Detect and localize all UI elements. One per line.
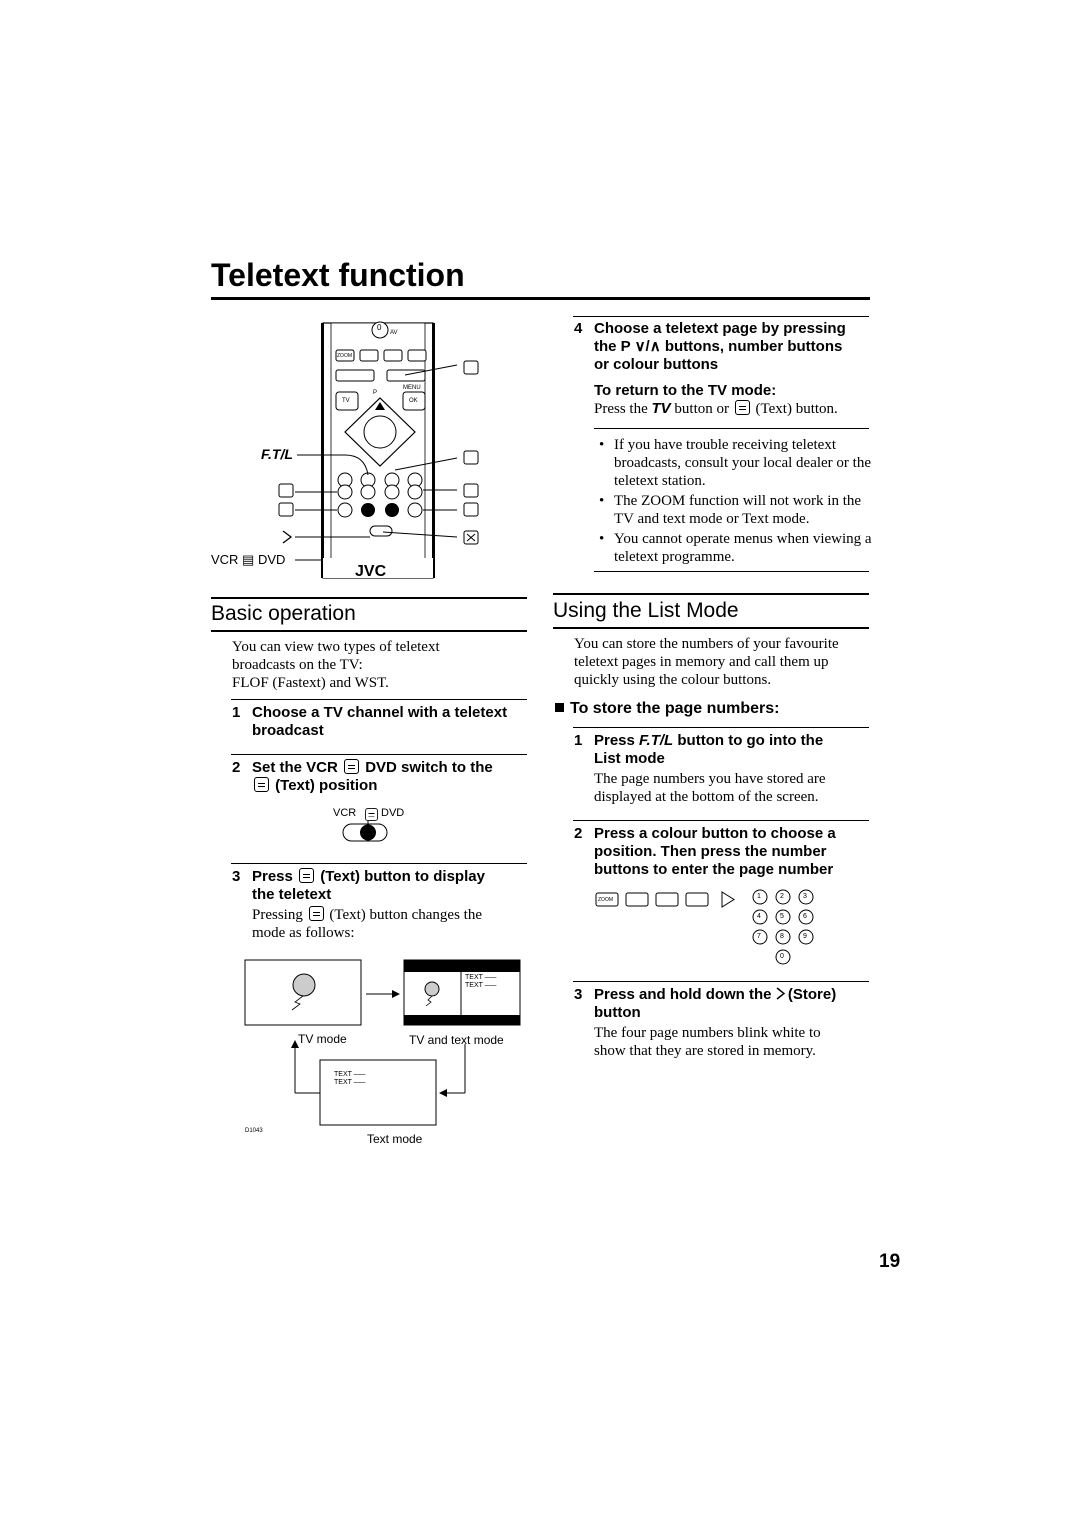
step4-heading: Choose a teletext page by pressing the P ∨/∧ buttons, number buttons or colour buttons — [594, 320, 846, 373]
switch-dvd-label: DVD — [381, 807, 405, 819]
note-item: • If you have trouble receiving teletext broadcasts, consult your local dealer or the teletext station. — [594, 436, 872, 490]
tv-mode-label: TV mode — [298, 1032, 347, 1046]
basic-step2-text: Set the VCR DVD switch to the (Text) position — [252, 759, 493, 794]
notes-top-rule — [594, 428, 869, 429]
remote-tv-label: TV — [342, 398, 350, 404]
switch-drawing — [330, 821, 420, 845]
return-heading: To return to the TV mode: — [594, 382, 777, 399]
list-step1-number: 1 — [574, 732, 583, 749]
key-1: 1 — [757, 893, 761, 900]
vcr-dvd-switch-figure — [330, 805, 420, 845]
notes-bottom-rule — [594, 571, 869, 572]
basic-step3-text: Press (Text) button to display the teletext — [252, 868, 485, 903]
basic-step1-rule — [231, 699, 527, 700]
list-top-rule — [553, 593, 869, 595]
basic-step1-number: 1 — [232, 704, 241, 721]
store-subheading: To store the page numbers: — [555, 700, 780, 718]
key-7: 7 — [757, 933, 761, 940]
remote-illustration — [205, 320, 495, 580]
remote-ok-label: OK — [409, 398, 418, 404]
text-icon — [344, 759, 359, 774]
button-figure-drawing — [594, 888, 824, 970]
zoom-key-label: ZOOM — [598, 897, 613, 903]
step4-number: 4 — [574, 320, 583, 337]
vcr-dvd-label: VCR ▤ DVD — [211, 552, 286, 567]
list-bottom-rule — [553, 627, 869, 629]
list-step2-rule — [573, 820, 869, 821]
list-intro: You can store the numbers of your favourite teletext pages in memory and call them up quickly using the colour buttons. — [574, 636, 839, 688]
list-step1-body: The page numbers you have stored are displayed at the bottom of the screen. — [594, 771, 826, 805]
basic-step3-rule — [231, 863, 527, 864]
basic-step1-text: Choose a TV channel with a teletext broadcast — [252, 704, 508, 739]
remote-zoom-label: ZOOM — [337, 353, 352, 359]
remote-p-label: P — [373, 390, 378, 396]
key-2: 2 — [780, 893, 784, 900]
page-title: Teletext function — [211, 257, 465, 293]
list-step2-number: 2 — [574, 825, 583, 842]
key-9: 9 — [803, 933, 807, 940]
note-item: • The ZOOM function will not work in the TV and text mode or Text mode. — [594, 492, 872, 528]
basic-step2-rule — [231, 754, 527, 755]
title-rule — [211, 297, 870, 300]
remote-control-drawing — [205, 320, 495, 580]
list-step2-text: Press a colour button to choose a position. Then press the number buttons to enter the page number — [594, 825, 836, 878]
key-0: 0 — [780, 953, 784, 960]
key-6: 6 — [803, 913, 807, 920]
basic-step2-number: 2 — [232, 759, 241, 776]
basic-top-rule — [211, 597, 527, 599]
mode-diagram — [240, 956, 525, 1151]
tv-text-mode-line2: TEXT ––– — [465, 982, 497, 989]
basic-step3-number: 3 — [232, 868, 241, 885]
tv-text-mode-line1: TEXT ––– — [465, 974, 497, 981]
basic-bottom-rule — [211, 630, 527, 632]
list-step3-number: 3 — [574, 986, 583, 1003]
key-5: 5 — [780, 913, 784, 920]
store-icon — [776, 987, 784, 999]
list-step1-text: Press F.T/L button to go into the List mode — [594, 732, 824, 767]
list-step1-rule — [573, 727, 869, 728]
key-3: 3 — [803, 893, 807, 900]
square-bullet-icon — [555, 703, 564, 712]
store-icon-drawing — [776, 987, 785, 1000]
text-icon — [365, 808, 378, 821]
list-step3-text: Press and hold down the (Store) button — [594, 986, 837, 1021]
text-icon — [309, 906, 324, 921]
return-text: Press the TV button or (Text) button. — [594, 400, 838, 417]
remote-menu-label: MENU — [403, 385, 421, 391]
text-mode-line2: TEXT ––– — [334, 1079, 366, 1086]
remote-zero-label: 0 — [377, 323, 382, 332]
page-number: 19 — [879, 1251, 901, 1272]
note-item: • You cannot operate menus when viewing a teletext programme. — [594, 530, 872, 566]
text-icon — [254, 777, 269, 792]
remote-av-label: AV — [390, 330, 398, 336]
list-step3-body: The four page numbers blink white to show that they are stored in memory. — [594, 1025, 821, 1059]
list-heading: Using the List Mode — [553, 599, 739, 622]
text-icon — [735, 400, 750, 415]
ftl-label: F.T/L — [261, 446, 293, 462]
switch-vcr-label: VCR — [333, 807, 357, 819]
tv-and-text-mode-label: TV and text mode — [409, 1033, 504, 1047]
figure-code: D1043 — [245, 1128, 263, 1134]
basic-intro: You can view two types of teletext broadcasts on the TV: FLOF (Fastext) and WST. — [232, 639, 440, 691]
jvc-logo: JVC — [355, 563, 387, 580]
basic-step3-body: Pressing (Text) button changes the mode as follows: — [252, 907, 482, 941]
text-mode-line1: TEXT ––– — [334, 1071, 366, 1078]
key-8: 8 — [780, 933, 784, 940]
text-icon — [299, 868, 314, 883]
basic-heading: Basic operation — [211, 602, 356, 625]
step4-rule — [573, 316, 869, 317]
key-4: 4 — [757, 913, 761, 920]
list-step3-rule — [573, 981, 869, 982]
text-mode-label: Text mode — [367, 1132, 423, 1146]
colour-button-figure — [594, 888, 824, 970]
notes-list — [594, 436, 872, 566]
